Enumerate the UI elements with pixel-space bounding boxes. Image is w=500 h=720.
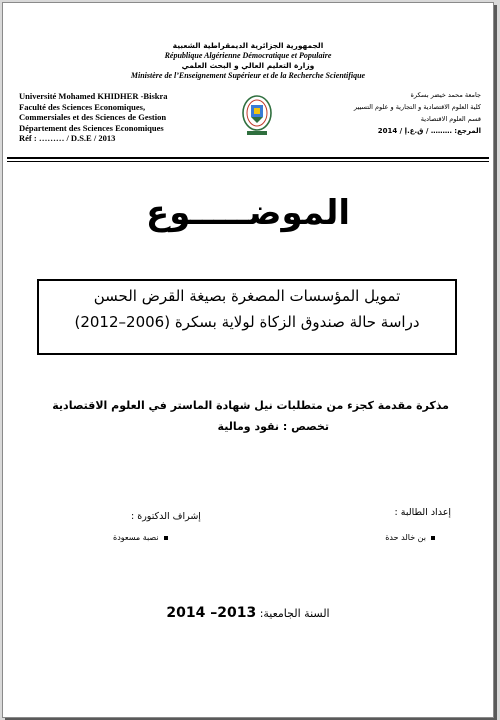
academic-year-value: 2013– 2014: [166, 605, 257, 621]
header-divider: [7, 157, 489, 159]
student-name: [385, 533, 435, 542]
reference-french: Réf : ……… / D.S.E / 2013: [19, 133, 116, 143]
supervisor-name-text: نصبة مسعودة: [113, 533, 159, 542]
department-name-ar: قسم العلوم الاقتصادية: [420, 115, 481, 123]
university-logo-icon: [241, 93, 273, 139]
academic-year-label: السنة الجامعية:: [259, 607, 330, 620]
student-name-text: بن خالد حدة: [385, 533, 426, 542]
thesis-subtitle: دراسة حالة صندوق الزكاة لولاية بسكرة (2006–2012): [74, 313, 420, 331]
faculty-name-cont: Commersiales et des Sciences de Gestion: [19, 112, 167, 122]
bullet-icon: [431, 536, 435, 540]
header-divider-thin: [7, 161, 489, 162]
specialization: تخصص : نقود ومالية: [217, 420, 329, 433]
supervisor-label: إشراف الدكتورة :: [131, 511, 201, 522]
government-header: [3, 41, 493, 81]
university-name-ar: جامعة محمد خيضر بسكرة: [410, 91, 481, 99]
reference-arabic: المرجع: ……… / ق.ع.إ / 2014: [377, 127, 481, 135]
republic-french: République Algérienne Démocratique et Populaire: [164, 51, 332, 60]
republic-arabic: الجمهورية الجزائرية الديمقراطية الشعبية: [172, 41, 324, 50]
degree-statement: مذكرة مقدمة كجزء من متطلبات نيل شهادة الماستر في العلوم الاقتصادية: [52, 399, 449, 412]
ministry-arabic: وزارة التعليم العالي و البحث العلمي: [181, 61, 315, 70]
thesis-description: [29, 395, 449, 437]
topic-heading: الموضـــــوع: [145, 193, 351, 233]
thesis-title: تمويل المؤسسات المصغرة بصيغة القرض الحسن: [93, 287, 401, 305]
thesis-title-box: [37, 279, 457, 355]
university-info-french: [19, 91, 229, 144]
department-name: Département des Sciences Economiques: [19, 122, 164, 133]
prepared-by-label: إعداد الطالبة :: [394, 507, 451, 518]
supervisor-name: [113, 533, 168, 542]
ministry-french: Ministère de l’Enseignement Supérieur et de la Recherche Scientifique: [130, 71, 366, 80]
university-info-arabic: [301, 89, 481, 137]
faculty-name: Faculté des Sciences Economiques,: [19, 101, 146, 112]
bullet-icon: [164, 536, 168, 540]
academic-year: [3, 605, 493, 621]
document-page: [2, 2, 494, 718]
university-name: Université Mohamed KHIDHER -Biskra: [19, 91, 168, 101]
faculty-name-ar: كلية العلوم الاقتصادية و التجارية و علوم التسيير: [353, 103, 481, 111]
